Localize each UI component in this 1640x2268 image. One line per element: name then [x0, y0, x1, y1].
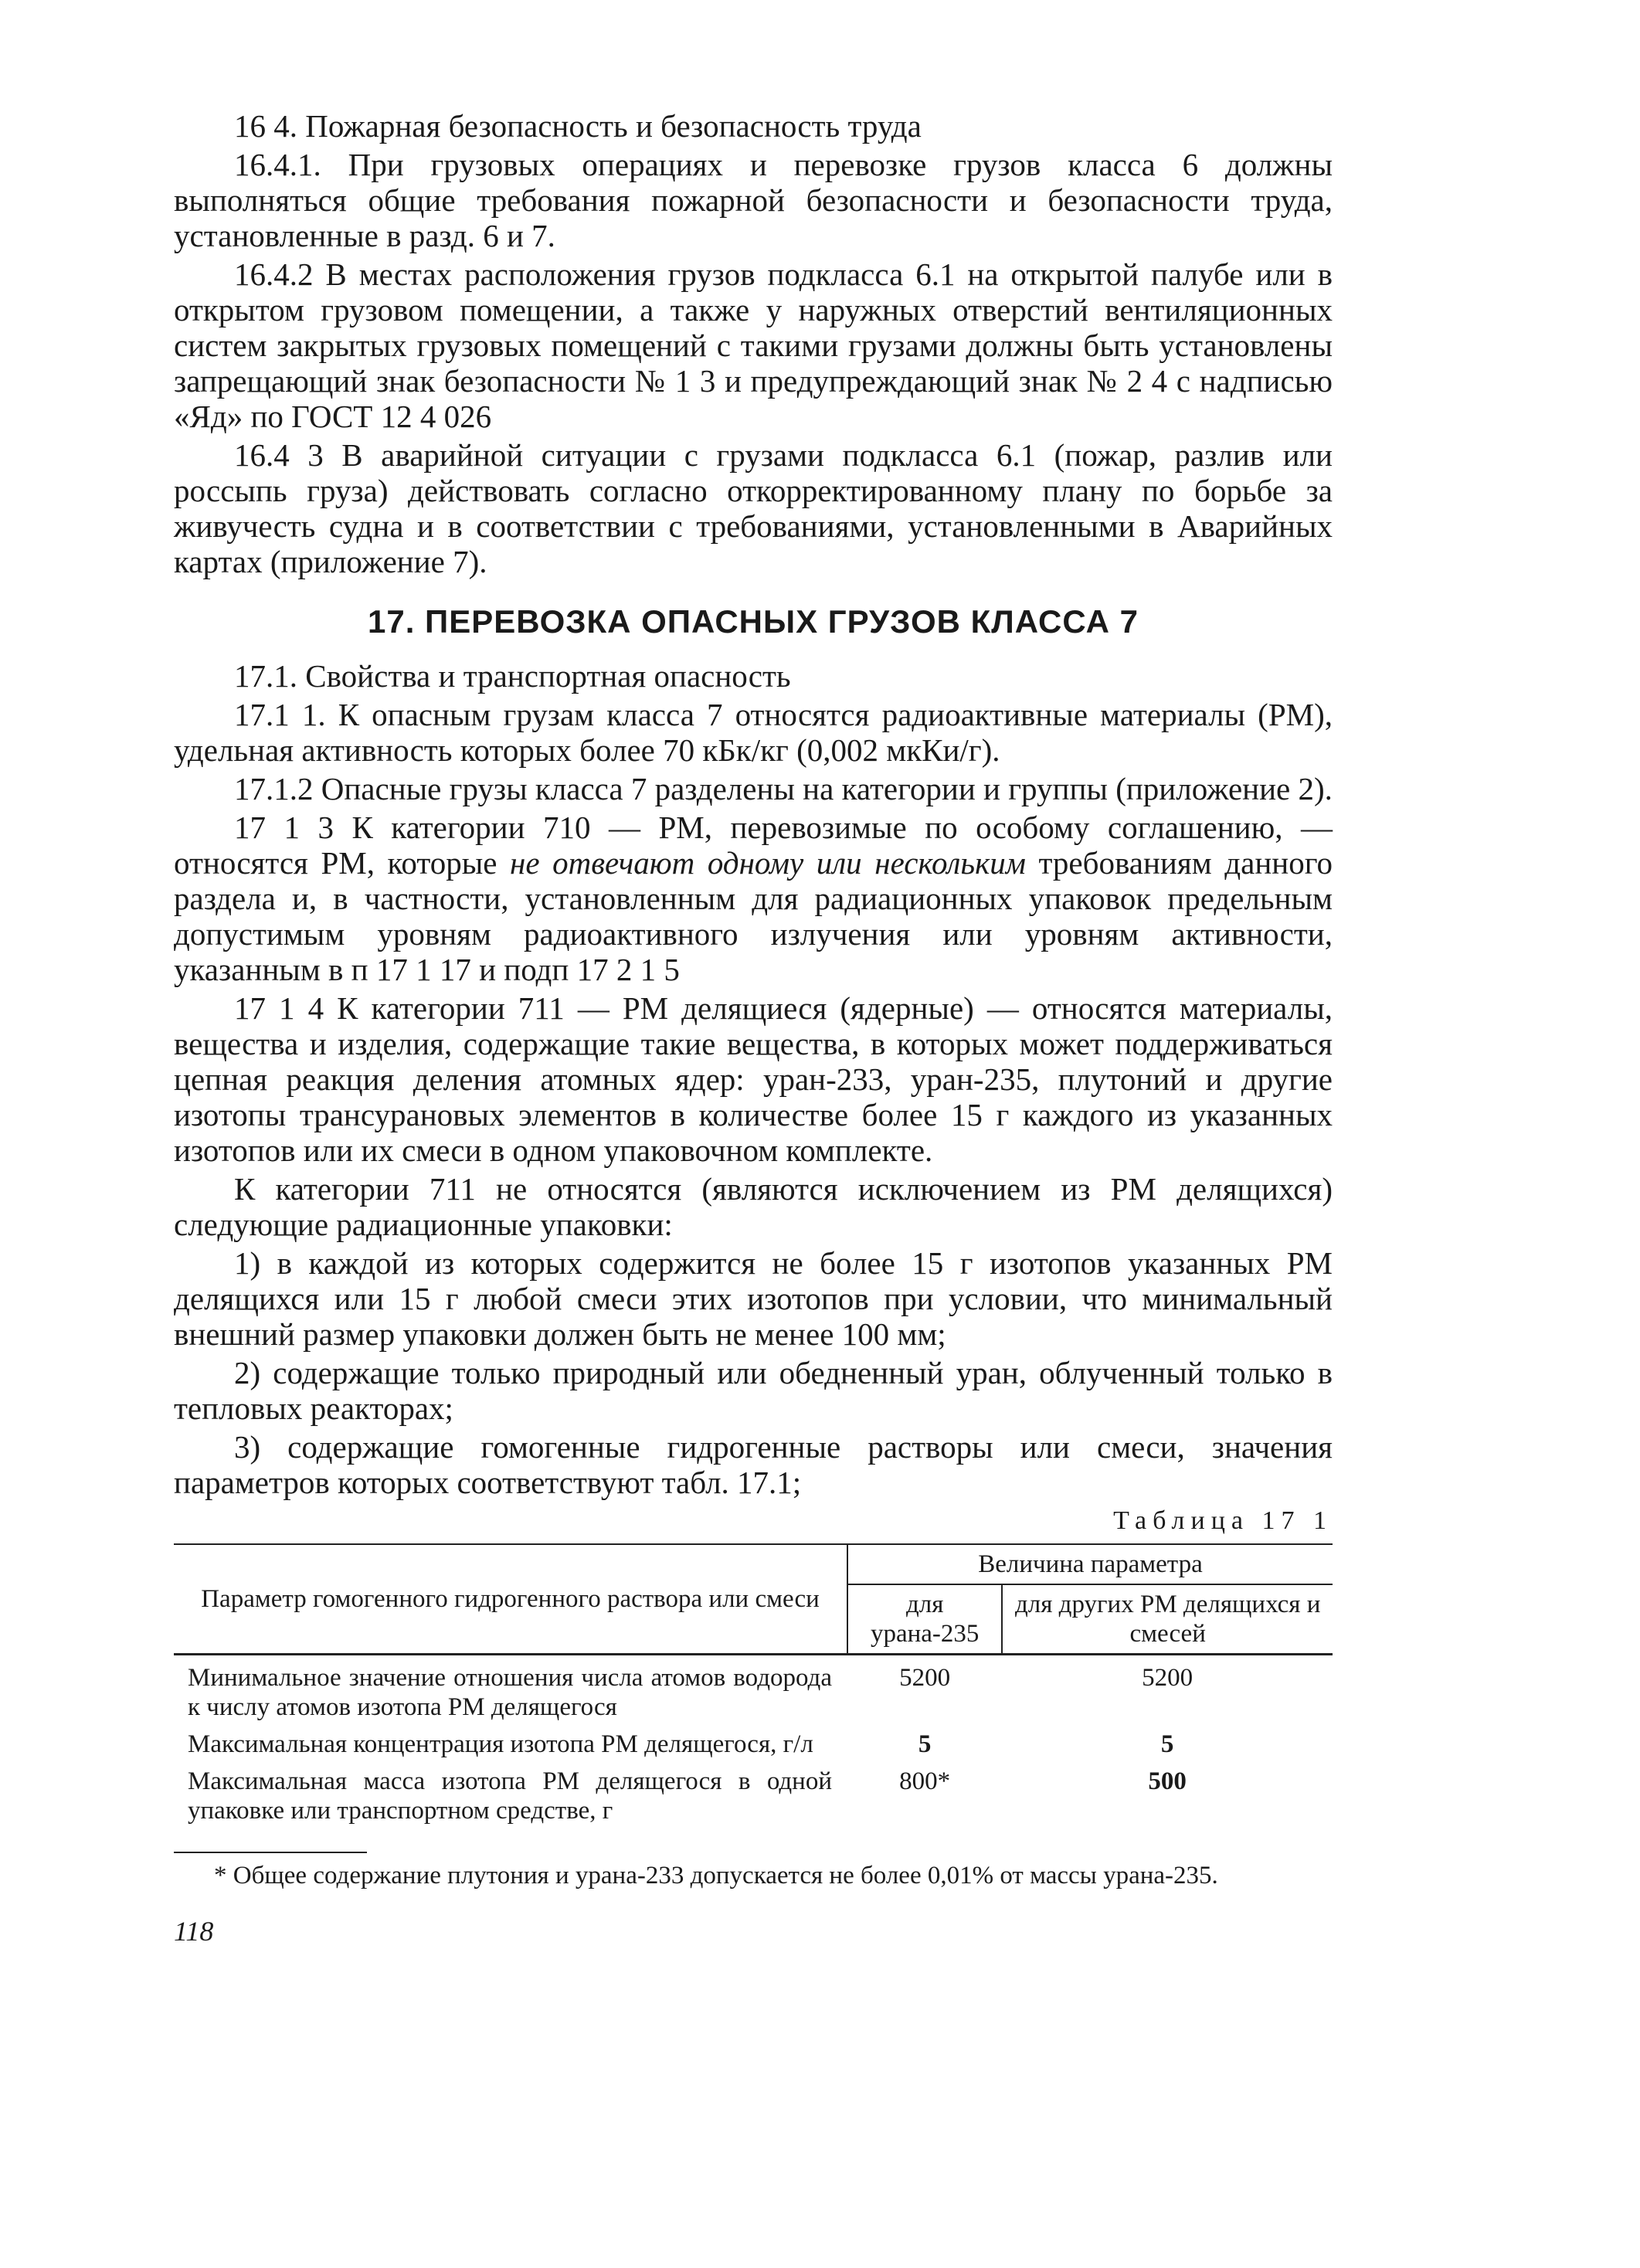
row-name: Максимальная концентрация изотопа РМ делящегося, г/л: [188, 1730, 813, 1758]
table-row: [174, 1722, 1333, 1759]
document-page: [174, 108, 1333, 1949]
row-value-other: 500: [1148, 1767, 1187, 1795]
row-value-other: 5200: [1142, 1664, 1193, 1692]
table-row: [174, 1759, 1333, 1836]
table-caption: Таблица 17 1: [1113, 1506, 1333, 1535]
paragraph-17-1-3-part-b: требованиям данного раздела и, в частности, установленным для радиационных упаковок предельным допустимым уровням радиоактивного излучения или уровням активности, указанным в п 17 1 17 и подп 17 2 1 5: [174, 845, 1333, 987]
row-value-u235: 5200: [899, 1664, 951, 1692]
paragraph-17-1-3: [174, 810, 1333, 987]
row-value-u235: 800*: [899, 1767, 951, 1795]
header-parameter-value: Величина параметра: [847, 1544, 1333, 1584]
paragraph-16-4-3: 16.4 3 В аварийной ситуации с грузами подкласса 6.1 (пожар, разлив или россыпь груза) действовать согласно откорректированному плану по борьбе за живучесть судна и в соответствии с требованиями, установленными в Аварийных картах (приложение 7).: [174, 437, 1333, 579]
paragraph-17-1-1: 17.1 1. К опасным грузам класса 7 относятся радиоактивные материалы (РМ), удельная активность которых более 70 кБк/кг (0,002 мкКи/г).: [174, 697, 1333, 768]
paragraph-17-1-3-part-a: 17 1 3 К категории 710 — РМ, перевозимые по особому соглашению, — относятся РМ, которые: [174, 810, 1333, 881]
paragraph-17-1-2: 17.1.2 Опасные грузы класса 7 разделены на категории и группы (приложение 2).: [234, 771, 1333, 806]
header-uranium-235: для урана-235: [847, 1584, 1002, 1655]
footnote-divider: [174, 1852, 367, 1853]
row-value-u235: 5: [918, 1730, 932, 1758]
section-17-heading: 17. ПЕРЕВОЗКА ОПАСНЫХ ГРУЗОВ КЛАССА 7: [368, 603, 1139, 640]
paragraph-17-1-4: 17 1 4 К категории 711 — РМ делящиеся (ядерные) — относятся материалы, вещества и изделия, содержащие такие вещества, в которых может поддерживаться цепная реакция деления атомных ядер: уран-233, уран-235, плутоний и другие изотопы трансурановых элементов в количестве более 15 г каждого из указанных изотопов или их смеси в одном упаковочном комплекте.: [174, 990, 1333, 1168]
row-name: Минимальное значение отношения числа атомов водорода к числу атомов изотопа РМ делящегося: [188, 1664, 832, 1721]
row-value-other: 5: [1160, 1730, 1174, 1758]
parameters-table: [174, 1543, 1333, 1836]
section-16-4-title: 16 4. Пожарная безопасность и безопасность труда: [234, 108, 922, 144]
page-number: 118: [174, 1916, 214, 1947]
table-row: [174, 1655, 1333, 1723]
header-other-fissile: для других РМ делящихся и смесей: [1002, 1584, 1333, 1655]
paragraph-17-1: 17.1. Свойства и транспортная опасность: [234, 658, 791, 694]
paragraph-16-4-2: 16.4.2 В местах расположения грузов подкласса 6.1 на открытой палубе или в открытом грузовом помещении, а также у наружных отверстий вентиляционных систем закрытых грузовых помещений с такими грузами должны быть установлены запрещающий знак безопасности № 1 3 и предупреждающий знак № 2 4 с надписью «Яд» по ГОСТ 12 4 026: [174, 256, 1333, 434]
list-item-1: 1) в каждой из которых содержится не более 15 г изотопов указанных РМ делящихся или 15 г любой смеси этих изотопов при условии, что минимальный внешний размер упаковки должен быть не менее 100 мм;: [174, 1245, 1333, 1352]
header-parameter: Параметр гомогенного гидрогенного раствора или смеси: [174, 1544, 847, 1655]
paragraph-category-711-exclusions: К категории 711 не относятся (являются исключением из РМ делящихся) следующие радиационные упаковки:: [174, 1171, 1333, 1242]
list-item-2: 2) содержащие только природный или обедненный уран, облученный только в тепловых реакторах;: [174, 1355, 1333, 1426]
footnote: * Общее содержание плутония и урана-233 допускается не более 0,01% от массы урана-235.: [214, 1862, 1218, 1889]
row-name: Максимальная масса изотопа РМ делящегося в одной упаковке или транспортном средстве, г: [188, 1767, 832, 1825]
paragraph-16-4-1: 16.4.1. При грузовых операциях и перевозке грузов класса 6 должны выполняться общие требования пожарной безопасности и безопасности труда, установленные в разд. 6 и 7.: [174, 147, 1333, 253]
list-item-3: 3) содержащие гомогенные гидрогенные растворы или смеси, значения параметров которых соответствуют табл. 17.1;: [174, 1429, 1333, 1500]
paragraph-17-1-3-italic: не отвечают одному или нескольким: [510, 845, 1026, 881]
